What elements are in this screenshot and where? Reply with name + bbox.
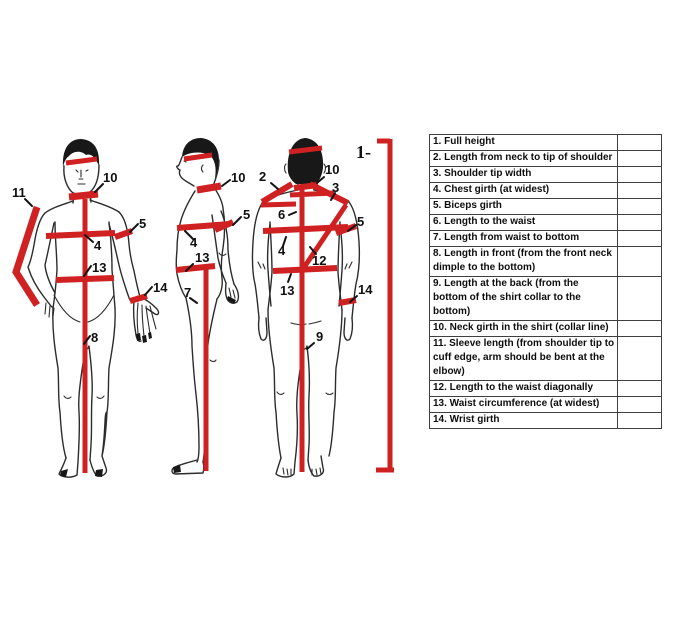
front-label-11: 11: [12, 185, 26, 200]
table-row: [430, 277, 662, 321]
table-row: [430, 167, 662, 183]
measurement-label: 14. Wrist girth: [430, 413, 618, 429]
table-body: [430, 135, 662, 429]
front-label-5: 5: [139, 216, 147, 231]
measurement-value: [618, 397, 662, 413]
table-row: [430, 231, 662, 247]
measurement-label: 12. Length to the waist diagonally: [430, 381, 618, 397]
measurement-value: [618, 215, 662, 231]
back-label-3: 3: [332, 180, 340, 195]
side-label-5: 5: [243, 207, 251, 222]
back-label-4: 4: [278, 243, 286, 258]
back-label-9: 9: [316, 329, 324, 344]
full-height-label: 1-: [356, 142, 371, 162]
front-label-14: 14: [153, 280, 168, 295]
measurement-label: 2. Length from neck to tip of shoulder: [430, 151, 618, 167]
side-label-7: 7: [184, 285, 192, 300]
chest-girth-line-front: [46, 233, 115, 236]
table-row: [430, 199, 662, 215]
table-row: [430, 337, 662, 381]
table-row: [430, 215, 662, 231]
measurement-value: [618, 277, 662, 321]
measurement-label: 4. Chest girth (at widest): [430, 183, 618, 199]
measurement-value: [618, 247, 662, 277]
head-band-line-side: [184, 155, 212, 159]
back-label-12: 12: [312, 253, 327, 268]
table-row: [430, 381, 662, 397]
wrist-girth-line-front: [130, 296, 147, 301]
shoulder-width-line: [290, 193, 334, 195]
table-row: [430, 413, 662, 429]
table-row: [430, 135, 662, 151]
measurement-label: 6. Length to the waist: [430, 215, 618, 231]
measurement-value: [618, 199, 662, 215]
measurement-table-grid: [429, 134, 662, 429]
measurement-label: 9. Length at the back (from the bottom of the shirt collar to the bottom): [430, 277, 618, 321]
measurement-value: [618, 167, 662, 183]
front-label-4: 4: [94, 238, 102, 253]
neck-girth-line-front: [69, 194, 98, 197]
front-label-10: 10: [103, 170, 118, 185]
measurement-label: 10. Neck girth in the shirt (collar line): [430, 321, 618, 337]
back-label-10: 10: [325, 162, 340, 177]
front-head: [64, 165, 99, 195]
table-row: [430, 397, 662, 413]
side-label-4: 4: [190, 235, 198, 250]
waist-line-front: [56, 278, 114, 280]
measurement-label: 1. Full height: [430, 135, 618, 151]
measurement-label: 7. Length from waist to bottom: [430, 231, 618, 247]
measurement-value: [618, 321, 662, 337]
front-label-8: 8: [91, 330, 99, 345]
back-label-6: 6: [278, 207, 286, 222]
table-row: [430, 183, 662, 199]
measurement-value: [618, 337, 662, 381]
side-label-13: 13: [195, 250, 210, 265]
sleeve-length-line: [16, 207, 37, 305]
full-height-line: [376, 139, 394, 470]
head-band-line-front: [66, 159, 97, 163]
measurement-value: [618, 151, 662, 167]
back-label-14: 14: [358, 282, 373, 297]
wrist-girth-line-back: [339, 300, 356, 303]
back-hair: [288, 138, 323, 184]
full-height-bracket: [356, 139, 394, 470]
table-row: [430, 151, 662, 167]
measurement-value: [618, 135, 662, 151]
back-label-2: 2: [259, 169, 267, 184]
side-label-10: 10: [231, 170, 246, 185]
back-label-13: 13: [280, 283, 295, 298]
back-label-5: 5: [357, 214, 365, 229]
figure-front-view: [12, 139, 168, 477]
figure-side-view: [172, 138, 250, 474]
measurement-value: [618, 231, 662, 247]
front-label-13: 13: [92, 260, 107, 275]
figure-back-view: [252, 138, 373, 477]
left-shoulder-line: [261, 204, 296, 205]
measurement-label: 3. Shoulder tip width: [430, 167, 618, 183]
neck-girth-line-side: [197, 186, 221, 190]
measurement-value: [618, 381, 662, 397]
measurement-value: [618, 413, 662, 429]
measurement-value: [618, 183, 662, 199]
table-row: [430, 247, 662, 277]
waist-line-side: [176, 266, 215, 270]
measurement-table: [429, 134, 662, 429]
measurement-label: 5. Biceps girth: [430, 199, 618, 215]
measurement-label: 8. Length in front (from the front neck dimple to the bottom): [430, 247, 618, 277]
measurement-label: 13. Waist circumference (at widest): [430, 397, 618, 413]
table-row: [430, 321, 662, 337]
measurement-label: 11. Sleeve length (from shoulder tip to cuff edge, arm should be bent at the elbow): [430, 337, 618, 381]
